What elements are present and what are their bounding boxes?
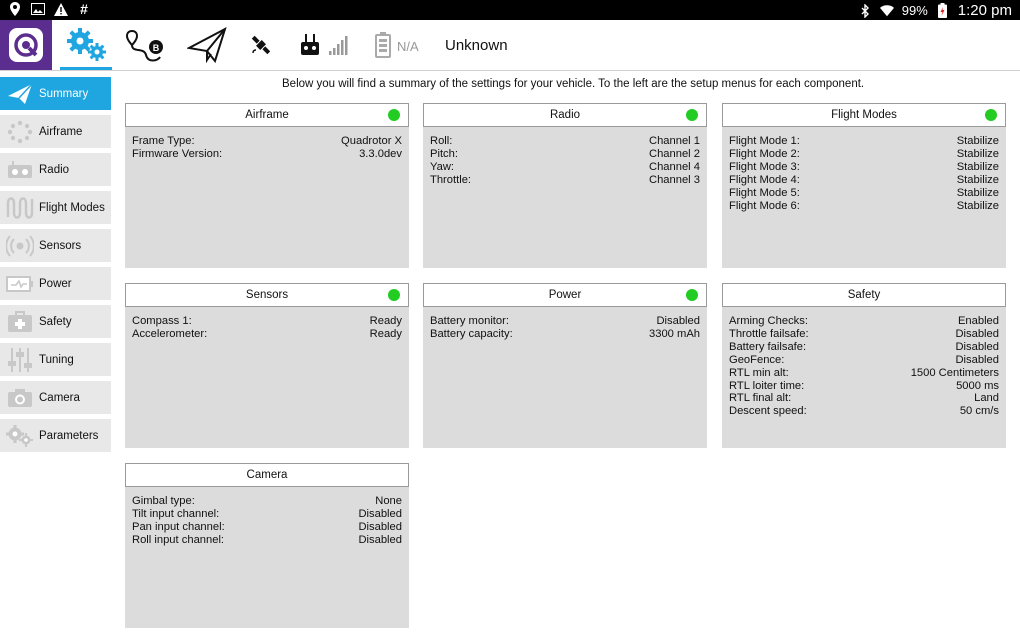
app-logo-icon [12, 31, 40, 59]
card-row [132, 315, 402, 328]
gps-status[interactable] [246, 20, 276, 70]
card-title: Flight Modes [831, 109, 897, 121]
paper-plane-icon [187, 26, 227, 64]
card-header [722, 103, 1006, 127]
row-label: Battery failsafe: [729, 340, 807, 353]
battery-status[interactable] [372, 20, 394, 70]
row-label: Roll: [430, 135, 453, 147]
row-value: None [375, 495, 402, 507]
card-row [729, 328, 999, 341]
row-value: 3300 mAh [649, 327, 700, 340]
row-label: Arming Checks: [729, 315, 808, 327]
row-label: Pitch: [430, 147, 458, 160]
row-value: Disabled [358, 507, 402, 520]
card-row [132, 534, 402, 547]
row-value: Ready [369, 315, 402, 327]
waypoint-path-icon [124, 25, 166, 65]
card-title: Power [548, 289, 582, 301]
row-label: Tilt input channel: [132, 507, 220, 520]
row-value: Ready [369, 327, 402, 340]
row-value: Stabilize [956, 173, 999, 186]
rc-signal-status[interactable] [296, 20, 352, 70]
row-label: GeoFence: [729, 353, 785, 366]
row-value: Channel 3 [648, 173, 700, 186]
card-row [430, 161, 700, 174]
card-row [132, 135, 402, 148]
card-row [729, 315, 999, 328]
row-label: Battery monitor: [430, 315, 509, 327]
row-value: Disabled [955, 353, 999, 366]
sidebar-item-label: Airframe [39, 125, 83, 138]
row-label: Throttle failsafe: [729, 327, 809, 340]
sidebar-item-airframe[interactable] [0, 115, 111, 148]
card-row [729, 187, 999, 200]
row-label: Firmware Version: [132, 147, 223, 160]
location-icon [8, 2, 22, 16]
row-value: Stabilize [956, 199, 999, 212]
card-row [430, 328, 700, 341]
row-label: Roll input channel: [132, 533, 225, 546]
flight-modes-card[interactable] [722, 103, 1006, 268]
card-title: Radio [549, 109, 581, 121]
card-row [430, 315, 700, 328]
card-row [430, 148, 700, 161]
sidebar-item-label: Tuning [39, 353, 74, 366]
row-value: Channel 4 [648, 160, 700, 173]
card-header [722, 283, 1006, 307]
sidebar-item-sensors[interactable] [0, 229, 111, 262]
sidebar-item-tuning[interactable] [0, 343, 111, 376]
sliders-icon [5, 348, 35, 372]
summary-description: Below you will find a summary of the settings for your vehicle. To the left are the setup menus for each component. [282, 78, 865, 90]
wifi-icon [880, 4, 894, 18]
status-ok-indicator [686, 109, 698, 121]
sidebar-item-label: Parameters [39, 429, 99, 442]
sidebar-item-radio[interactable] [0, 153, 111, 186]
row-label: Flight Mode 4: [729, 173, 800, 186]
satellite-icon [249, 33, 273, 57]
row-value: Disabled [955, 340, 999, 353]
card-header [125, 283, 409, 307]
card-row [430, 174, 700, 187]
sensors-card[interactable] [125, 283, 409, 448]
row-value: 5000 ms [956, 379, 999, 392]
row-value: Stabilize [956, 147, 999, 160]
row-value: Disabled [358, 520, 402, 533]
battery-charging-icon [936, 4, 950, 18]
wave-icon [5, 196, 35, 220]
card-row [132, 508, 402, 521]
row-label: RTL final alt: [729, 392, 792, 405]
status-ok-indicator [388, 109, 400, 121]
paper-plane-icon [5, 82, 35, 106]
hash-icon: # [80, 1, 88, 17]
settings-tab[interactable] [60, 20, 112, 70]
row-label: Pan input channel: [132, 520, 225, 533]
sidebar-item-label: Safety [39, 315, 72, 328]
row-value: Disabled [955, 327, 999, 340]
status-ok-indicator [686, 289, 698, 301]
warning-icon [54, 2, 68, 16]
card-row [132, 328, 402, 341]
rc-transmitter-icon [297, 32, 351, 58]
row-label: Compass 1: [132, 315, 192, 327]
battery-percent: 99% [901, 3, 928, 18]
sidebar-item-power[interactable] [0, 267, 111, 300]
row-value: Enabled [957, 315, 999, 327]
card-header [423, 103, 707, 127]
flight-data-button[interactable] [184, 20, 230, 70]
bluetooth-icon [858, 4, 872, 18]
card-header [423, 283, 707, 307]
row-label: Yaw: [430, 160, 455, 173]
sensor-waves-icon [5, 234, 35, 258]
sidebar-item-label: Power [39, 277, 72, 290]
card-row [729, 148, 999, 161]
card-header [125, 103, 409, 127]
svg-text:B: B [152, 43, 160, 53]
app-logo[interactable] [0, 20, 52, 70]
row-label: Flight Mode 1: [729, 135, 800, 147]
card-row [430, 135, 700, 148]
battery-label: N/A [397, 39, 419, 54]
row-label: Accelerometer: [132, 327, 208, 340]
row-label: Gimbal type: [132, 495, 195, 507]
row-value: 50 cm/s [959, 405, 999, 418]
sidebar-item-safety[interactable] [0, 305, 111, 338]
card-title: Sensors [245, 289, 289, 301]
camera-card[interactable] [125, 463, 409, 628]
row-label: Battery capacity: [430, 327, 513, 340]
status-bar [0, 0, 1020, 20]
card-row [729, 200, 999, 213]
row-value: Stabilize [956, 186, 999, 199]
flight-mode-label[interactable]: Unknown [445, 37, 508, 54]
radio-card[interactable] [423, 103, 707, 268]
row-label: RTL loiter time: [729, 379, 805, 392]
card-row [729, 354, 999, 367]
sidebar-item-parameters[interactable] [0, 419, 111, 452]
card-row [729, 367, 999, 380]
sidebar-item-label: Flight Modes [39, 201, 105, 214]
power-card[interactable] [423, 283, 707, 448]
signal-bars-icon [329, 36, 348, 55]
battery-icon [375, 32, 391, 58]
card-title: Airframe [245, 109, 289, 121]
card-row [729, 174, 999, 187]
first-aid-icon [5, 310, 35, 334]
status-ok-indicator [985, 109, 997, 121]
card-row [729, 392, 999, 405]
clock: 1:20 pm [957, 2, 1012, 19]
sidebar-item-label: Radio [39, 163, 70, 176]
row-value: Channel 2 [648, 147, 700, 160]
card-row [729, 380, 999, 393]
power-icon [5, 272, 35, 296]
sidebar-item-label: Summary [39, 87, 89, 100]
row-value: Stabilize [956, 160, 999, 173]
row-value: Stabilize [956, 135, 999, 147]
row-label: Frame Type: [132, 135, 195, 147]
row-label: RTL min alt: [729, 366, 789, 379]
card-row [132, 148, 402, 161]
row-value: 3.3.0dev [359, 147, 402, 160]
card-title: Camera [246, 469, 288, 481]
card-row [729, 405, 999, 418]
card-title: Safety [847, 289, 881, 301]
card-row [132, 495, 402, 508]
row-label: Flight Mode 3: [729, 160, 800, 173]
row-label: Throttle: [430, 173, 472, 186]
dots-circle-icon [5, 120, 35, 144]
sidebar-item-label: Sensors [39, 239, 82, 252]
airframe-card[interactable] [125, 103, 409, 268]
row-value: Quadrotor X [341, 135, 402, 147]
card-row [132, 521, 402, 534]
gears-icon [5, 424, 35, 448]
row-value: Channel 1 [648, 135, 700, 147]
image-icon [31, 2, 45, 16]
row-value: Land [974, 392, 999, 405]
card-row [729, 341, 999, 354]
safety-card[interactable] [722, 283, 1006, 448]
row-label: Flight Mode 5: [729, 186, 800, 199]
mission-path-button[interactable] [122, 20, 168, 70]
card-row [729, 135, 999, 148]
top-toolbar [0, 20, 1020, 71]
row-label: Descent speed: [729, 405, 807, 418]
row-value: 1500 Centimeters [910, 366, 999, 379]
radio-icon [5, 158, 35, 182]
row-label: Flight Mode 2: [729, 147, 800, 160]
row-value: Disabled [656, 315, 700, 327]
status-ok-indicator [388, 289, 400, 301]
gears-icon [65, 25, 107, 63]
card-row [729, 161, 999, 174]
sidebar-item-summary[interactable] [0, 77, 111, 110]
row-value: Disabled [358, 533, 402, 546]
row-label: Flight Mode 6: [729, 199, 800, 212]
sidebar-item-camera[interactable] [0, 381, 111, 414]
card-header [125, 463, 409, 487]
camera-icon [5, 386, 35, 410]
sidebar-item-label: Camera [39, 391, 80, 404]
sidebar-item-flight-modes[interactable] [0, 191, 111, 224]
